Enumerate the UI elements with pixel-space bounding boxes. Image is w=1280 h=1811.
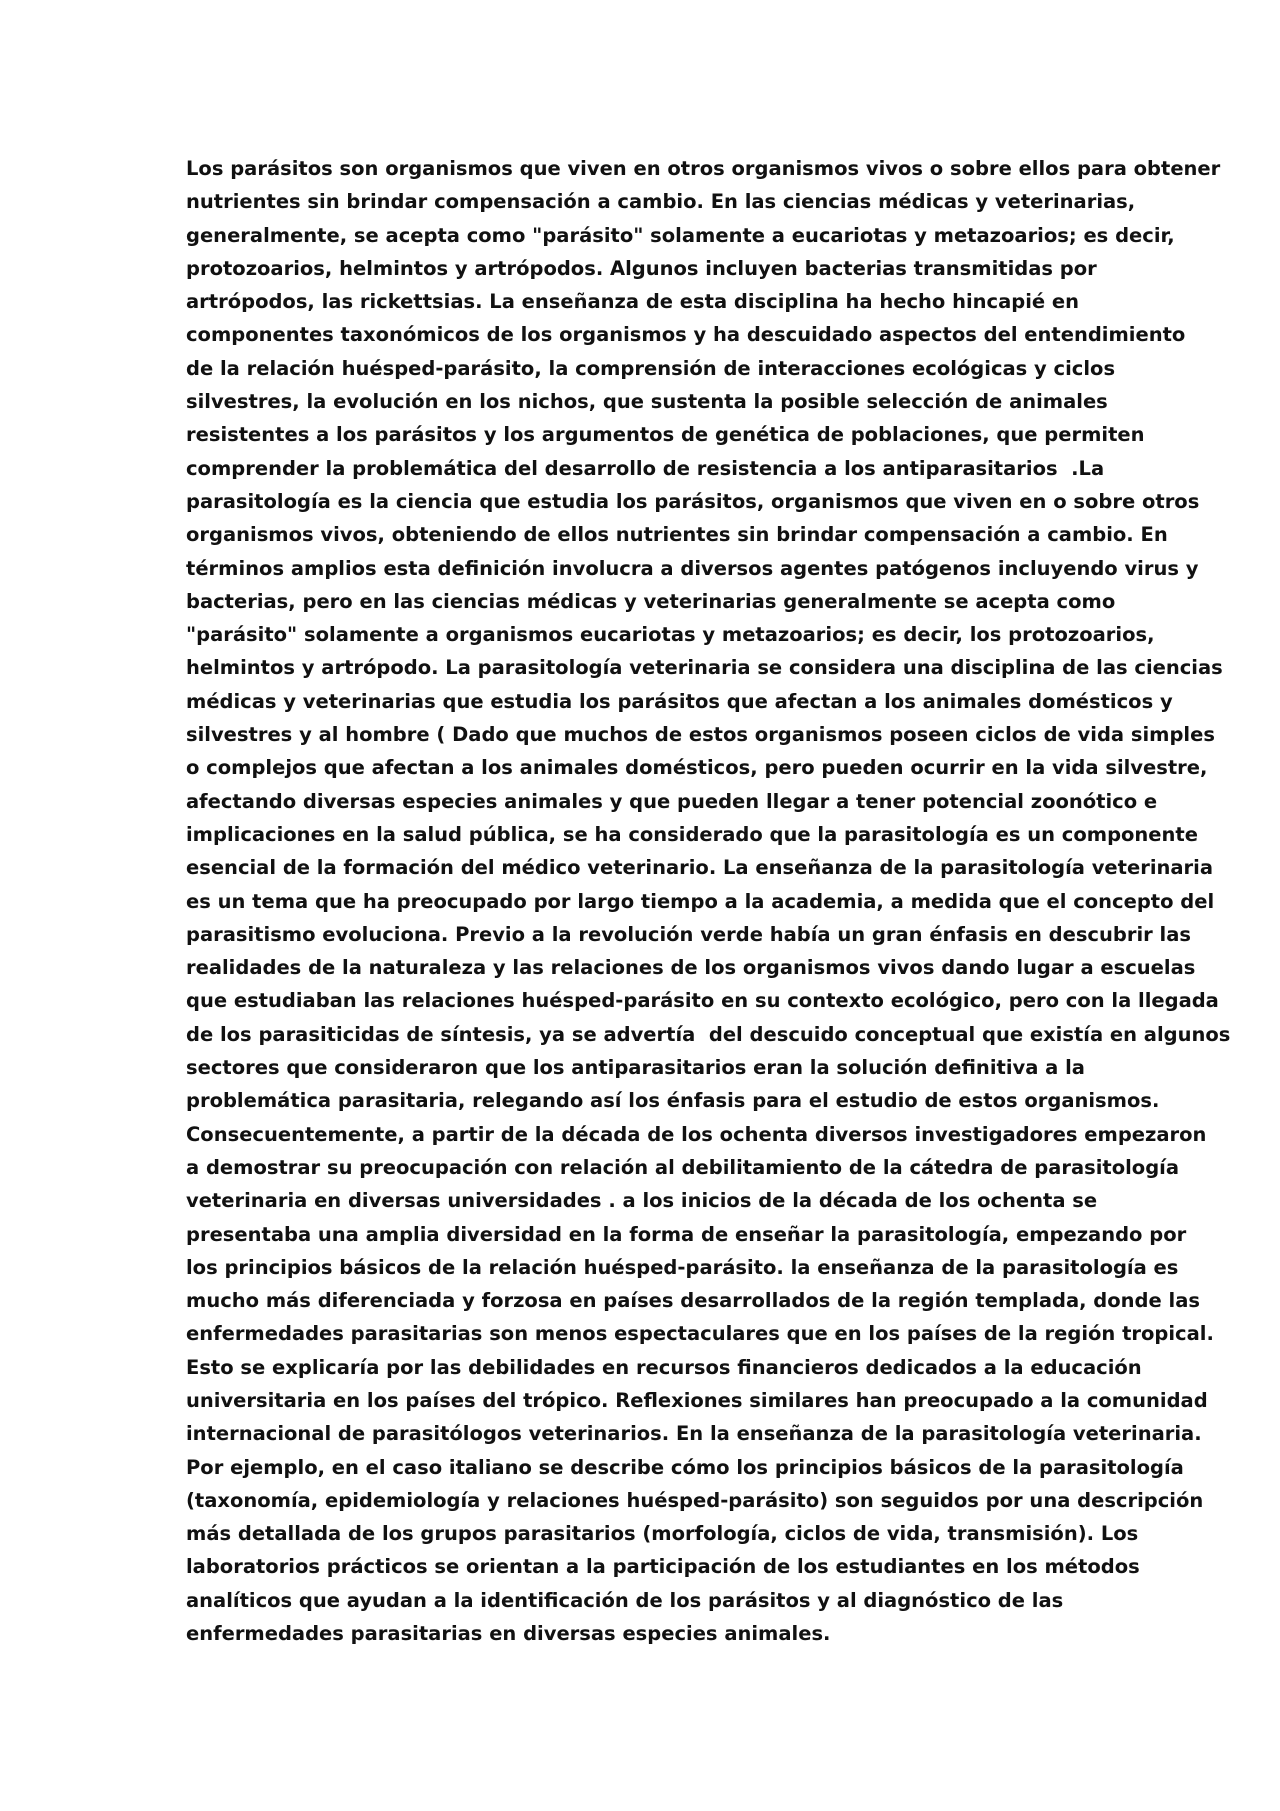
text-line: artrópodos, las rickettsias. La enseñanza de esta disciplina ha hecho hincapié en: [186, 290, 1080, 314]
text-line: laboratorios prácticos se orientan a la participación de los estudiantes en los métodos: [186, 1555, 1140, 1579]
text-line: analíticos que ayudan a la identificación de los parásitos y al diagnóstico de las: [186, 1588, 1064, 1612]
body-paragraph: [186, 152, 1231, 1650]
text-line: enfermedades parasitarias en diversas especies animales.: [186, 1622, 831, 1646]
text-line: silvestres, la evolución en los nichos, que sustenta la posible selección de animales: [186, 390, 1108, 414]
text-line: Los parásitos son organismos que viven en otros organismos vivos o sobre ellos para obtener: [186, 157, 1221, 180]
text-line: internacional de parasitólogos veterinarios. En la enseñanza de la parasitología veterinaria.: [186, 1422, 1202, 1446]
text-line: silvestres y al hombre ( Dado que muchos de estos organismos poseen ciclos de vida simples: [186, 723, 1215, 747]
text-line: enfermedades parasitarias son menos espectaculares que en los países de la región tropical.: [186, 1322, 1214, 1346]
text-line: de la relación huésped-parásito, la comprensión de interacciones ecológicas y ciclos: [186, 356, 1116, 380]
text-line: Esto se explicaría por las debilidades en recursos financieros dedicados a la educación: [186, 1355, 1142, 1379]
text-line: implicaciones en la salud pública, se ha considerado que la parasitología es un componente: [186, 822, 1198, 846]
text-line: (taxonomía, epidemiología y relaciones huésped-parásito) son seguidos por una descripción: [186, 1488, 1204, 1512]
text-line: más detallada de los grupos parasitarios (morfología, ciclos de vida, transmisión). Los: [186, 1522, 1139, 1546]
text-line: bacterias, pero en las ciencias médicas y veterinarias generalmente se acepta como: [186, 589, 1116, 613]
text-line: protozoarios, helmintos y artrópodos. Algunos incluyen bacterias transmitidas por: [186, 256, 1097, 280]
text-line: problemática parasitaria, relegando así los énfasis para el estudio de estos organismos.: [186, 1089, 1160, 1113]
text-line: Por ejemplo, en el caso italiano se describe cómo los principios básicos de la parasitología: [186, 1455, 1184, 1479]
text-line: médicas y veterinarias que estudia los parásitos que afectan a los animales domésticos y: [186, 689, 1173, 713]
text-line: presentaba una amplia diversidad en la forma de enseñar la parasitología, empezando por: [186, 1222, 1187, 1246]
text-line: organismos vivos, obteniendo de ellos nutrientes sin brindar compensación a cambio. En: [186, 523, 1168, 547]
text-line: generalmente, se acepta como "parásito" solamente a eucariotas y metazoarios; es decir,: [186, 223, 1175, 247]
text-line: resistentes a los parásitos y los argumentos de genética de poblaciones, que permiten: [186, 423, 1145, 447]
text-line: parasitismo evoluciona. Previo a la revolución verde había un gran énfasis en descubrir las: [186, 922, 1191, 946]
text-line: que estudiaban las relaciones huésped-parásito en su contexto ecológico, pero con la llegada: [186, 989, 1219, 1013]
text-line: mucho más diferenciada y forzosa en países desarrollados de la región templada, donde las: [186, 1289, 1200, 1313]
text-line: componentes taxonómicos de los organismos y ha descuidado aspectos del entendimiento: [186, 323, 1186, 347]
text-line: helmintos y artrópodo. La parasitología veterinaria se considera una disciplina de las ciencias: [186, 656, 1223, 680]
text-line: esencial de la formación del médico veterinario. La enseñanza de la parasitología veterinaria: [186, 856, 1214, 880]
text-line: de los parasiticidas de síntesis, ya se advertía del descuido conceptual que existía en algunos: [186, 1022, 1231, 1046]
text-line: afectando diversas especies animales y que pueden llegar a tener potencial zoonótico e: [186, 789, 1158, 813]
text-line: Consecuentemente, a partir de la década de los ochenta diversos investigadores empezaron: [186, 1122, 1207, 1146]
text-line: o complejos que afectan a los animales domésticos, pero pueden ocurrir en la vida silvestre,: [186, 756, 1208, 780]
text-line: veterinaria en diversas universidades . a los inicios de la década de los ochenta se: [186, 1189, 1098, 1213]
text-line: sectores que consideraron que los antiparasitarios eran la solución definitiva a la: [186, 1056, 1085, 1080]
text-line: parasitología es la ciencia que estudia los parásitos, organismos que viven en o sobre otros: [186, 489, 1200, 513]
text-line: términos amplios esta definición involucra a diversos agentes patógenos incluyendo virus y: [186, 556, 1199, 580]
text-line: comprender la problemática del desarrollo de resistencia a los antiparasitarios .La: [186, 456, 1105, 480]
text-line: es un tema que ha preocupado por largo tiempo a la academia, a medida que el concepto del: [186, 889, 1215, 913]
text-line: a demostrar su preocupación con relación al debilitamiento de la cátedra de parasitología: [186, 1155, 1179, 1179]
text-line: universitaria en los países del trópico. Reflexiones similares han preocupado a la comunidad: [186, 1388, 1208, 1412]
text-line: nutrientes sin brindar compensación a cambio. En las ciencias médicas y veterinarias,: [186, 190, 1136, 214]
text-line: "parásito" solamente a organismos eucariotas y metazoarios; es decir, los protozoarios,: [186, 623, 1155, 647]
text-line: realidades de la naturaleza y las relaciones de los organismos vivos dando lugar a escuelas: [186, 956, 1196, 980]
text-line: los principios básicos de la relación huésped-parásito. la enseñanza de la parasitología es: [186, 1255, 1179, 1279]
